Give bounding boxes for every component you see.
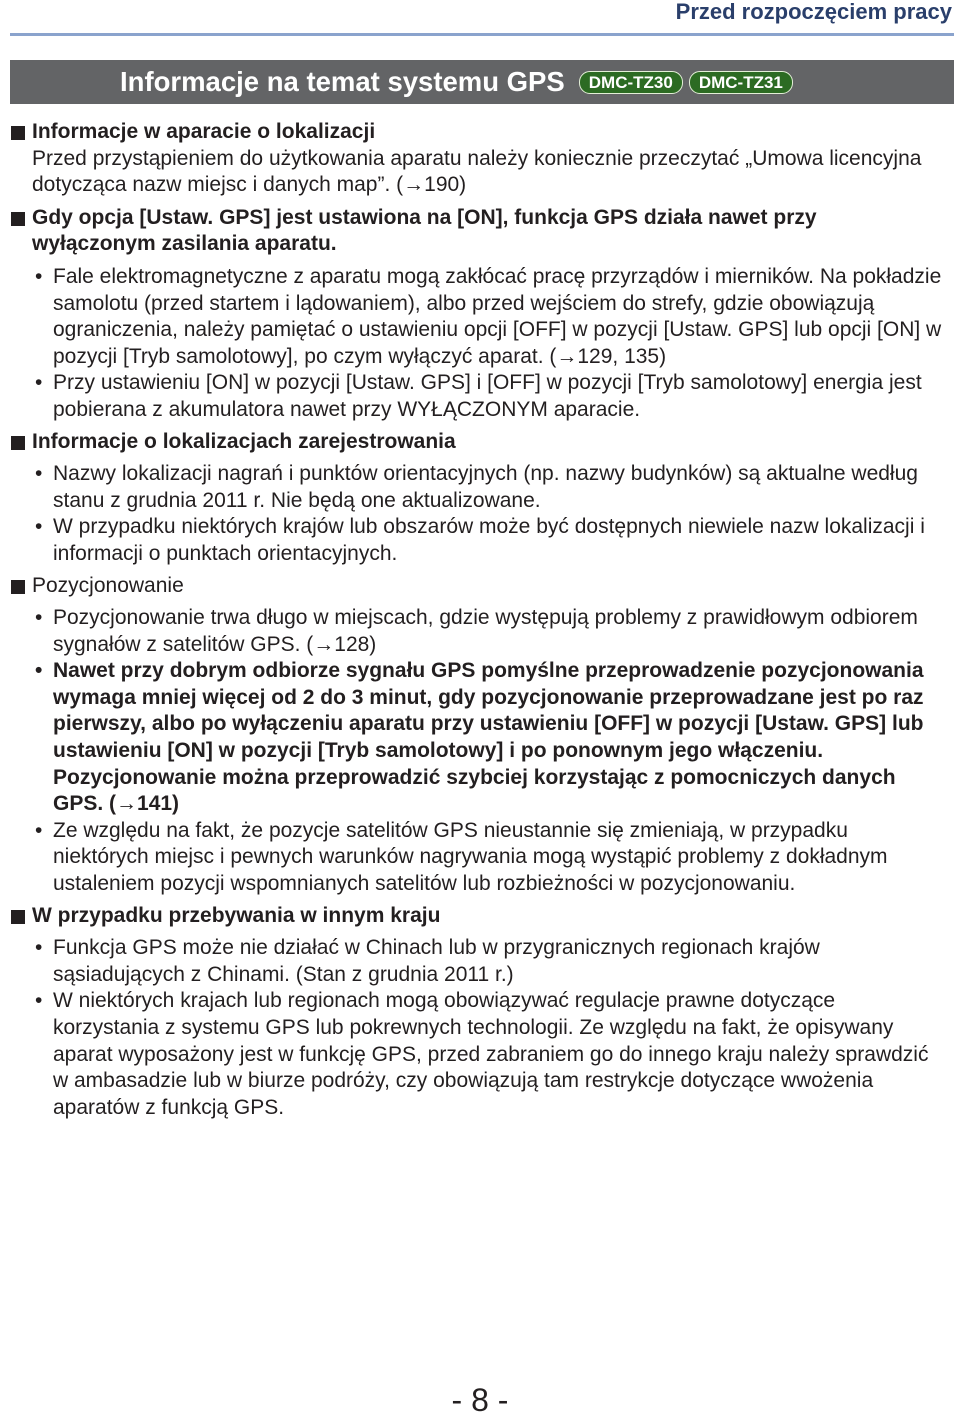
list-item: • Pozycjonowanie trwa długo w miejscach, gdzie występują problemy z prawidłowym odbiorem sygnałów z satelitów GPS. (→128) xyxy=(35,606,918,656)
list-item: • Ze względu na fakt, że pozycje satelitów GPS nieustannie się zmieniają, w przypadku niektórych miejsc i pewnych warunków nagrywania mogą wystąpić problemy z dokładnym ustaleniem pozycji wspomnianych satelitów lub rozbieżności w pozycjonowaniu. xyxy=(35,818,888,896)
list-item: • Nazwy lokalizacji nagrań i punktów orientacyjnych (np. nazwy budynków) są aktualne według stanu z grudnia 2011 r. Nie będą one aktualizowane. xyxy=(35,462,918,512)
model-badge-tz30: DMC-TZ30 xyxy=(579,71,683,94)
header-divider xyxy=(10,33,954,36)
section-heading-gps-on xyxy=(10,205,945,258)
bullet-list xyxy=(10,605,945,898)
square-bullet-icon xyxy=(11,580,25,594)
section-heading-text: Informacje o lokalizacjach zarejestrowania xyxy=(32,429,456,453)
square-bullet-icon xyxy=(11,436,25,450)
section-heading-location-info xyxy=(10,119,945,146)
section-heading-text: Informacje w aparacie o lokalizacji xyxy=(32,120,376,143)
section-heading-text: W przypadku przebywania w innym kraju xyxy=(32,903,441,927)
list-item: • Funkcja GPS może nie działać w Chinach lub w przygranicznych regionach krajów sąsiadujących z Chinami. (Stan z grudnia 2011 r.) xyxy=(35,936,820,986)
list-item: • W niektórych krajach lub regionach mogą obowiązywać regulacje prawne dotyczące korzystania z systemu GPS lub pokrewnych technologii. Ze względu na fakt, że opisywany aparat wyposażony jest w funkcję GPS, przed zabraniem go do innego kraju należy sprawdzić w ambasadzie lub w biurze podróży, czy obowiązują tam restrykcje dotyczące wwożenia aparatów z funkcją GPS. xyxy=(35,989,929,1119)
section-heading-positioning xyxy=(10,573,945,600)
section-heading-text: Gdy opcja [Ustaw. GPS] jest ustawiona na [ON], funkcja GPS działa nawet przy wyłączonym zasilania aparatu. xyxy=(32,205,817,256)
bullet-list xyxy=(10,461,945,567)
page-title: Informacje na temat systemu GPS xyxy=(120,66,565,97)
square-bullet-icon xyxy=(11,126,25,140)
section-heading-recorded-locations xyxy=(10,429,945,456)
section-paragraph: Przed przystąpieniem do użytkowania aparatu należy koniecznie przeczytać „Umowa licencyjna dotycząca nazw miejsc i danych map”. (→190) xyxy=(32,146,922,197)
page-header-title: Przed rozpoczęciem pracy xyxy=(675,0,952,24)
section-heading-text: Pozycjonowanie xyxy=(32,573,184,597)
section-heading-abroad xyxy=(10,903,945,930)
bullet-list xyxy=(10,935,945,1121)
positioning-tip: Pozycjonowanie można przeprowadzić szybciej korzystając z pomocniczych danych GPS. (→141) xyxy=(53,765,896,816)
list-item: • W przypadku niektórych krajów lub obszarów może być dostępnych niewiele nazw lokalizacji i informacji o punktach orientacyjnych. xyxy=(35,515,925,565)
model-badge-tz31: DMC-TZ31 xyxy=(689,71,793,94)
list-item: • Fale elektromagnetyczne z aparatu mogą zakłócać pracę przyrządów i mierników. Na pokładzie samolotu (przed startem i lądowaniem), albo przed wejściem do strefy, gdzie obowiązują ograniczenia, należy pamiętać o ustawieniu opcji [OFF] w pozycji [Ustaw. GPS] lub opcji [ON] w pozycji [Tryb samolotowy], po czym wyłączyć aparat. (→129, 135) xyxy=(35,264,942,368)
list-item: • Przy ustawieniu [ON] w pozycji [Ustaw. GPS] i [OFF] w pozycji [Tryb samolotowy] energia jest pobierana z akumulatora nawet przy WYŁĄCZONYM aparacie. xyxy=(35,371,922,421)
section-title-bar xyxy=(10,60,954,104)
bullet-list xyxy=(10,264,945,424)
page-number: - 8 - xyxy=(451,1382,509,1418)
square-bullet-icon xyxy=(11,910,25,924)
square-bullet-icon xyxy=(11,212,25,226)
list-item: • Nawet przy dobrym odbiorze sygnału GPS pomyślne przeprowadzenie pozycjonowania wymaga mniej więcej od 2 do 3 minut, gdy pozycjonowanie przeprowadzane jest po raz pierwszy, albo po wyłączeniu aparatu przy ustawieniu [OFF] w pozycji [Ustaw. GPS] lub ustawieniu [ON] w pozycji [Tryb samolotowy] i po ponownym jego włączeniu. Pozycjonowanie można przeprowadzić szybciej korzystając z pomocniczych danych GPS. (→141) xyxy=(32,658,945,818)
document-body xyxy=(10,116,945,1121)
